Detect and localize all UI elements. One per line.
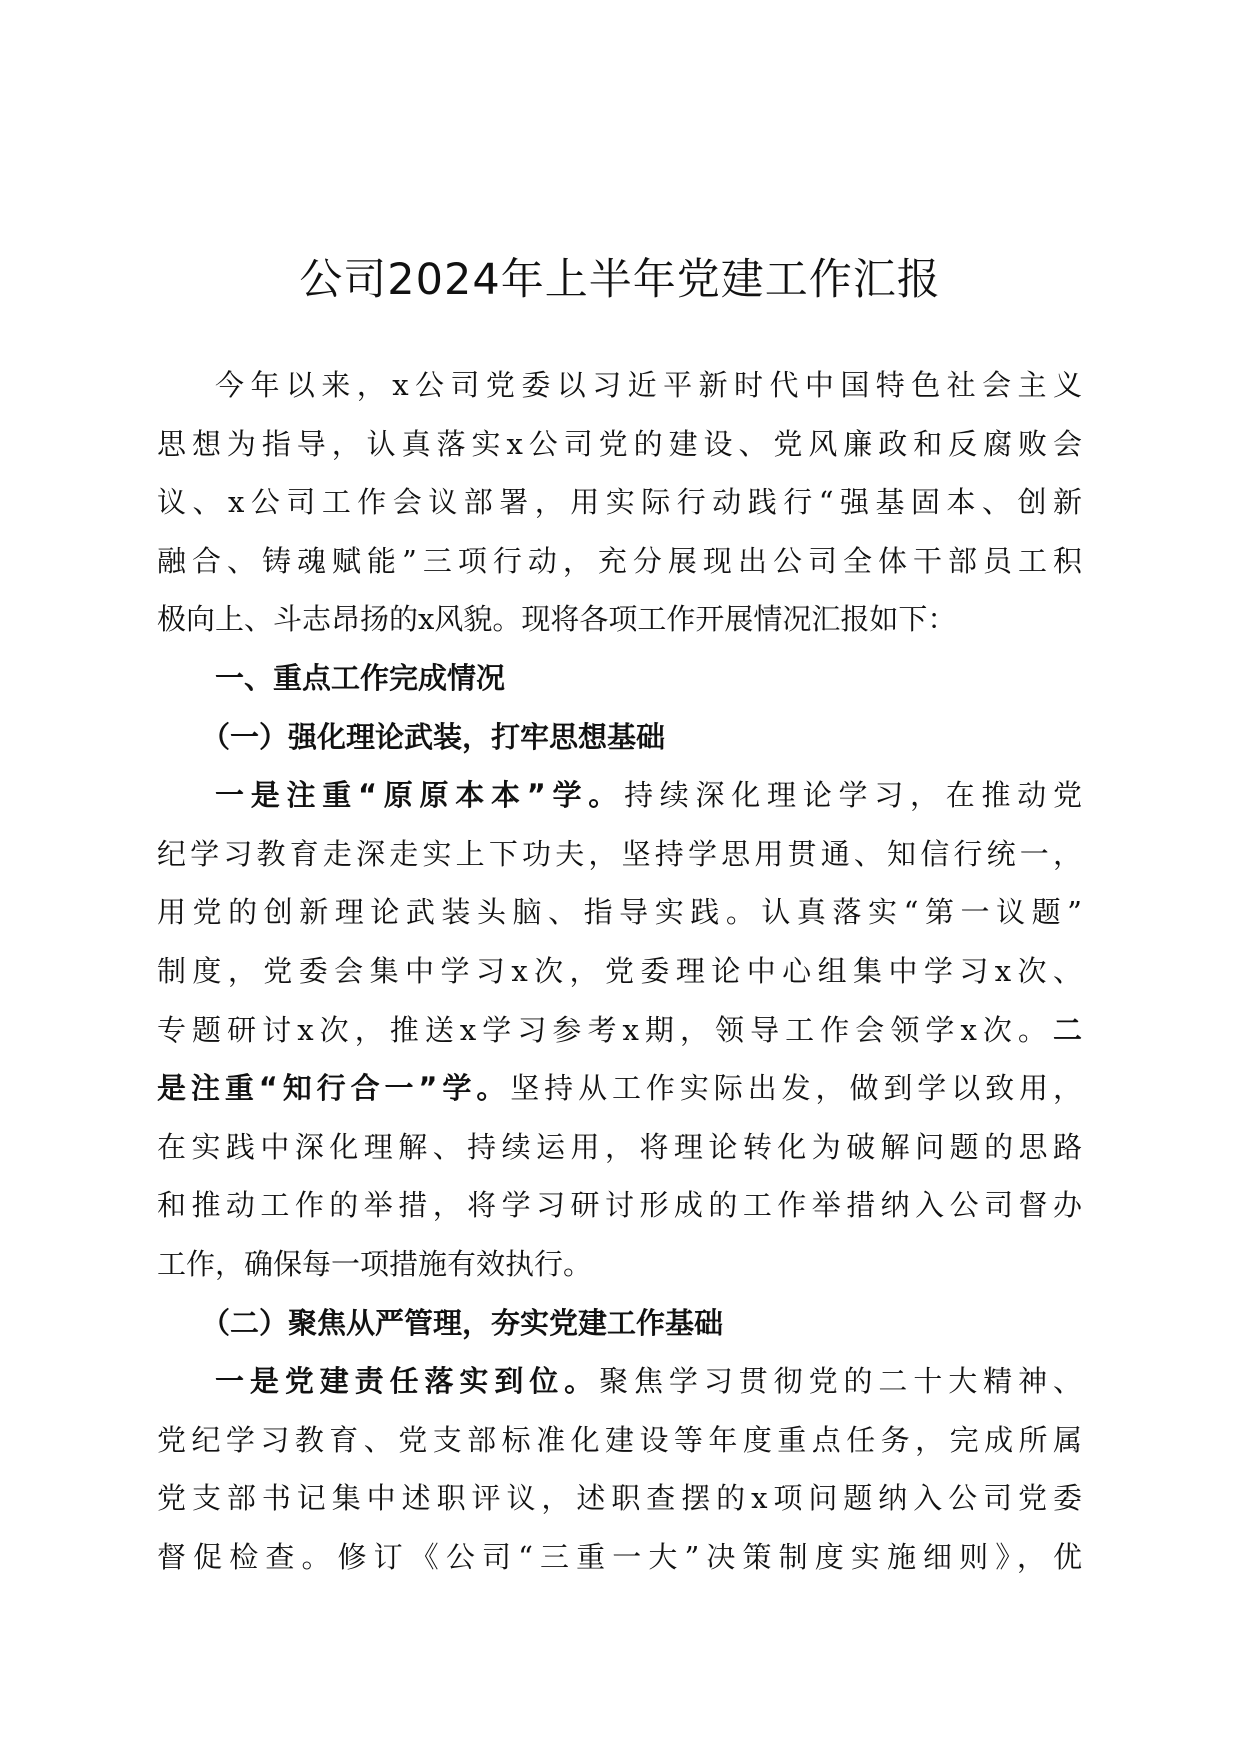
paragraph-line: 用党的创新理论武装头脑、指导实践。认真落实“第一议题” [157, 895, 1082, 930]
intro-line: 思想为指导，认真落实x公司党的建设、党风廉政和反腐败会 [157, 426, 1082, 461]
paragraph-line [157, 1001, 1082, 1060]
section-heading: 一、重点工作完成情况 [215, 660, 506, 695]
lead-phrase: 一是党建责任落实到位。 [215, 1364, 600, 1399]
lead-phrase: 二 [1052, 1012, 1082, 1047]
paragraph-line: 督促检查。修订《公司“三重一大”决策制度实施细则》，优 [157, 1539, 1082, 1574]
paragraph-line [157, 1059, 1082, 1118]
paragraph-line: 党纪学习教育、党支部标准化建设等年度重点任务，完成所属 [157, 1422, 1082, 1457]
paragraph-text: 专题研讨x次，推送x学习参考x期，领导工作会领学x次。 [157, 1012, 1053, 1047]
paragraph-line [157, 1352, 1082, 1411]
intro-line: 议、x公司工作会议部署，用实际行动践行“强基固本、创新 [157, 485, 1082, 520]
lead-phrase: 是注重“知行合一”学。 [157, 1071, 511, 1106]
subsection-heading: （二）聚焦从严管理，夯实党建工作基础 [201, 1305, 724, 1340]
subsection-heading: （一）强化理论武装，打牢思想基础 [201, 719, 666, 754]
paragraph-line: 党支部书记集中述职评议，述职查摆的x项问题纳入公司党委 [157, 1481, 1082, 1516]
paragraph-line: 制度，党委会集中学习x次，党委理论中心组集中学习x次、 [157, 953, 1082, 988]
paragraph-line: 和推动工作的举措，将学习研讨形成的工作举措纳入公司督办 [157, 1188, 1082, 1223]
paragraph-text: 持续深化理论学习，在推动党 [624, 778, 1082, 813]
document-title: 公司2024年上半年党建工作汇报 [299, 255, 941, 305]
paragraph-line: 工作，确保每一项措施有效执行。 [157, 1246, 593, 1281]
paragraph-line: 纪学习教育走深走实上下功夫，坚持学思用贯通、知信行统一， [157, 836, 1082, 871]
paragraph-text: 坚持从工作实际出发，做到学以致用， [510, 1071, 1082, 1106]
paragraph-line: 在实践中深化理解、持续运用，将理论转化为破解问题的思路 [157, 1129, 1082, 1164]
paragraph-text: 聚焦学习贯彻党的二十大精神、 [599, 1364, 1082, 1399]
lead-phrase: 一是注重“原原本本”学。 [215, 778, 625, 813]
paragraph-line [157, 766, 1082, 825]
intro-line: 融合、铸魂赋能”三项行动，充分展现出公司全体干部员工积 [157, 543, 1082, 578]
intro-line: 极向上、斗志昂扬的x风貌。现将各项工作开展情况汇报如下： [157, 602, 957, 637]
intro-line: 今年以来，x公司党委以习近平新时代中国特色社会主义 [215, 368, 1082, 402]
document-body [157, 356, 1082, 1586]
